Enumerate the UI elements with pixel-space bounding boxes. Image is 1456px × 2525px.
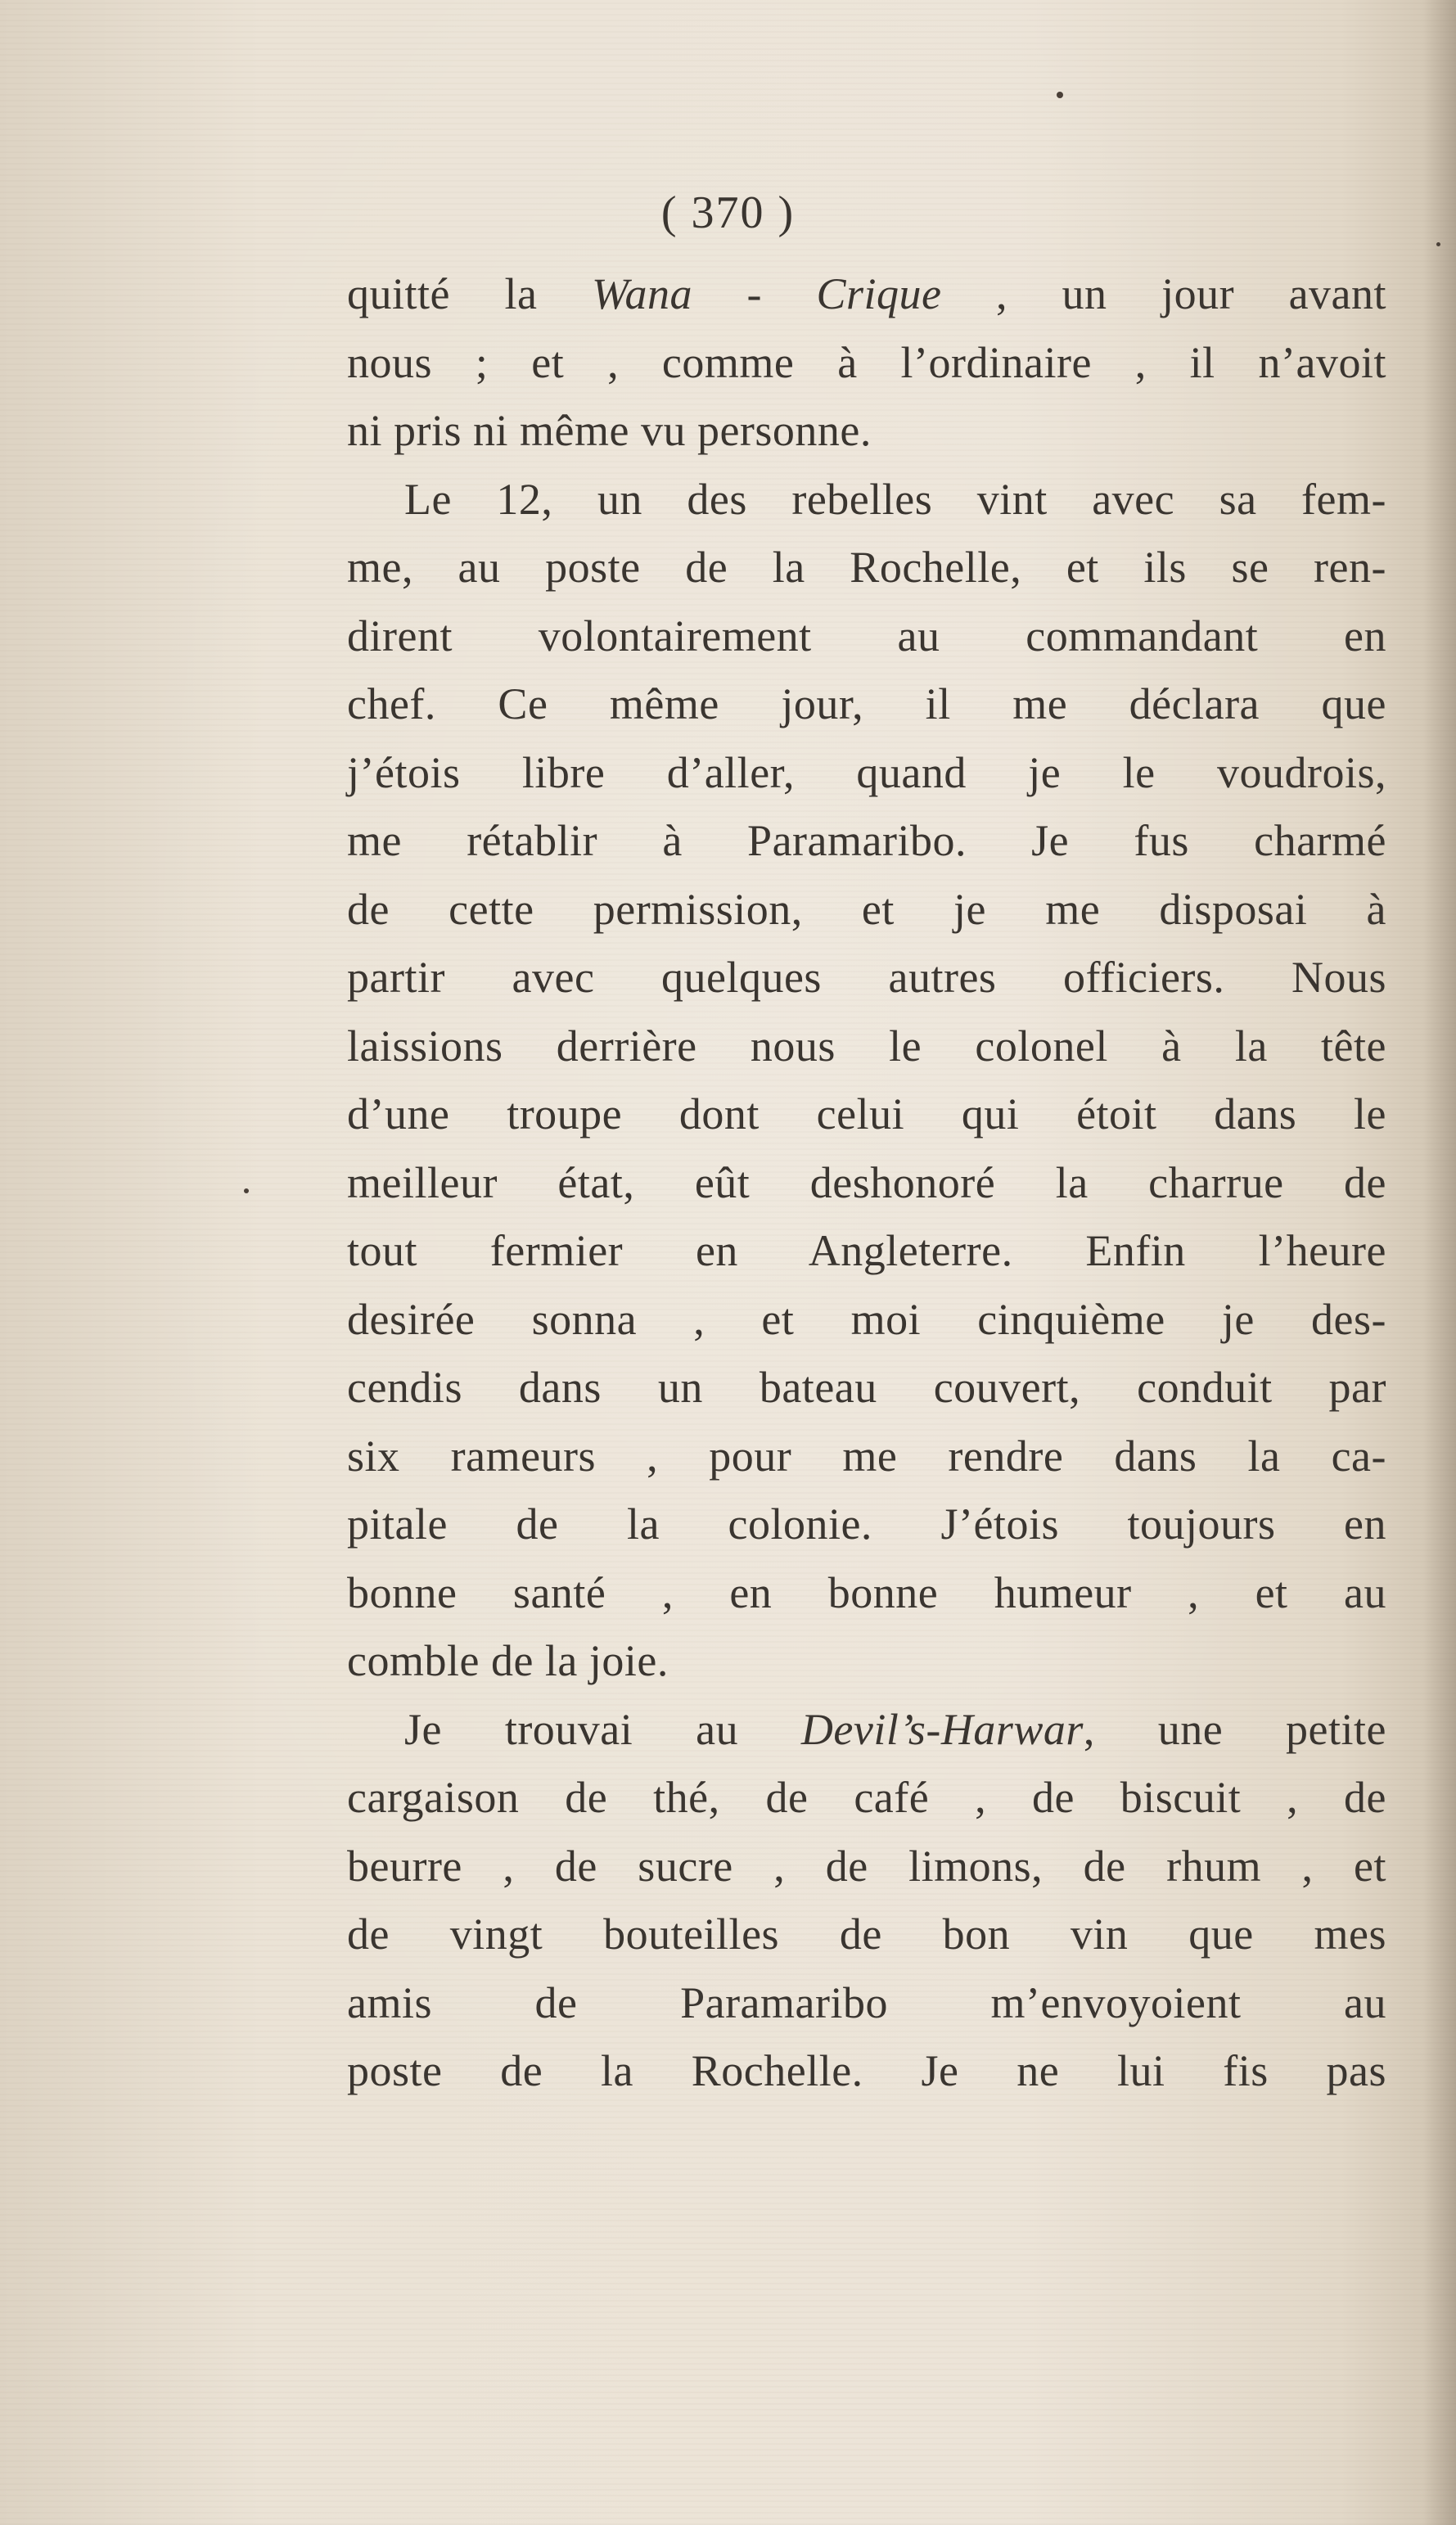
body-text <box>347 260 1386 2106</box>
text-run: cendis dans un bateau couvert, conduit par <box>347 1363 1386 1412</box>
text-run: amis de Paramaribo m’envoyoient au <box>347 1977 1386 2027</box>
text-line <box>347 739 1386 808</box>
text-run: poste de la Rochelle. Je ne lui fis pas <box>347 2046 1386 2095</box>
text-line <box>347 1080 1386 1149</box>
page-number: ( 370 ) <box>660 187 796 238</box>
text-run: , une petite <box>1083 1704 1386 1754</box>
text-run: laissions derrière nous le colonel à la tête <box>347 1021 1386 1071</box>
text-run: quitté la <box>347 269 592 318</box>
text-run: bonne santé , en bonne humeur , et au <box>347 1567 1386 1617</box>
text-run: , un jour avant <box>941 269 1387 318</box>
text-line <box>347 260 1386 329</box>
text-line <box>347 1559 1386 1628</box>
text-line <box>347 1969 1386 2038</box>
text-run: desirée sonna , et moi cinquième je des- <box>347 1294 1386 1344</box>
text-run: dirent volontairement au commandant en <box>347 611 1386 661</box>
text-line <box>347 1012 1386 1081</box>
text-run: j’étois libre d’aller, quand je le voudrois, <box>347 747 1386 797</box>
text-run: partir avec quelques autres officiers. Nous <box>347 953 1386 1002</box>
ink-speck <box>1057 92 1063 98</box>
text-run: beurre , de sucre , de limons, de rhum , et <box>347 1841 1386 1891</box>
text-line <box>347 534 1386 602</box>
text-line <box>347 1764 1386 1833</box>
text-run: chef. Ce même jour, il me déclara que <box>347 679 1386 728</box>
ink-speck <box>244 1188 249 1193</box>
page-edge-shadow <box>1423 0 1456 2525</box>
text-run: comble de la joie. <box>347 1636 669 1685</box>
text-run: de vingt bouteilles de bon vin que mes <box>347 1910 1386 1959</box>
text-run: de cette permission, et je me disposai à <box>347 884 1386 934</box>
text-line <box>347 2037 1386 2106</box>
text-run: pitale de la colonie. J’étois toujours en <box>347 1499 1386 1549</box>
italic-place-name: Wana - Crique <box>591 269 942 318</box>
text-line <box>347 1217 1386 1286</box>
text-line <box>347 1286 1386 1355</box>
text-run: Le 12, un des rebelles vint avec sa fem- <box>404 474 1386 524</box>
text-run: cargaison de thé, de café , de biscuit , de <box>347 1773 1386 1822</box>
text-line <box>347 1627 1386 1696</box>
text-run: ni pris ni même vu personne. <box>347 406 872 455</box>
text-line <box>347 466 1386 534</box>
text-line <box>347 807 1386 876</box>
text-line <box>347 1149 1386 1218</box>
text-run: Je trouvai au <box>404 1704 801 1754</box>
text-run: d’une troupe dont celui qui étoit dans le <box>347 1089 1386 1139</box>
text-line <box>347 1354 1386 1423</box>
ink-speck <box>1436 242 1440 246</box>
text-line <box>347 397 1386 466</box>
italic-place-name: Devil’s-Harwar <box>800 1704 1084 1754</box>
text-line <box>347 1423 1386 1491</box>
text-line <box>347 876 1386 945</box>
text-line <box>347 329 1386 398</box>
text-line <box>347 944 1386 1012</box>
text-line <box>347 1901 1386 1969</box>
text-line <box>347 1833 1386 1901</box>
text-line <box>347 1696 1386 1765</box>
text-run: tout fermier en Angleterre. Enfin l’heure <box>347 1226 1386 1275</box>
text-run: me, au poste de la Rochelle, et ils se ren- <box>347 543 1386 592</box>
text-run: nous ; et , comme à l’ordinaire , il n’avoit <box>347 337 1386 387</box>
text-line <box>347 602 1386 671</box>
text-line <box>347 670 1386 739</box>
text-run: me rétablir à Paramaribo. Je fus charmé <box>347 816 1386 865</box>
text-run: meilleur état, eût deshonoré la charrue de <box>347 1157 1386 1207</box>
text-run: six rameurs , pour me rendre dans la ca- <box>347 1431 1386 1481</box>
text-line <box>347 1490 1386 1559</box>
